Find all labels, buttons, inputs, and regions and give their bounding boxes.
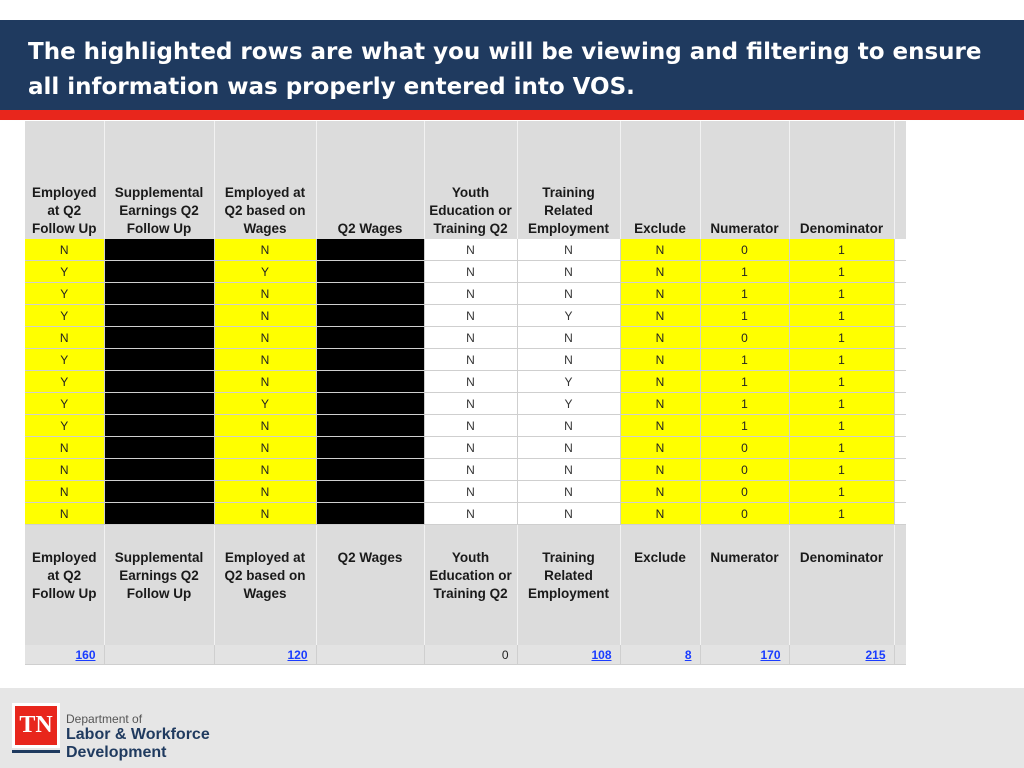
redacted-cell (316, 283, 424, 305)
table-cell: N (25, 503, 104, 525)
table-cell: 1 (789, 393, 894, 415)
table-cell: N (620, 503, 700, 525)
table-cell: N (620, 415, 700, 437)
redacted-cell (104, 459, 214, 481)
table-cell: 1 (700, 305, 789, 327)
table-cell: N (517, 481, 620, 503)
table-cell: Y (517, 393, 620, 415)
total-q2-wages (316, 645, 424, 665)
table-cell: 1 (700, 371, 789, 393)
table-cell: N (620, 437, 700, 459)
col-header-denominator[interactable]: Denominator (789, 121, 894, 239)
col-header-spacer (894, 121, 906, 239)
table-cell: N (424, 415, 517, 437)
redacted-cell (104, 261, 214, 283)
table-row (25, 327, 906, 349)
table-cell: 1 (789, 437, 894, 459)
table-cell: N (214, 503, 316, 525)
table-row (25, 437, 906, 459)
table-row (25, 283, 906, 305)
table-cell: 0 (700, 503, 789, 525)
table-cell: N (25, 327, 104, 349)
table-cell: N (214, 327, 316, 349)
total-link[interactable]: 108 (591, 647, 612, 662)
table-cell: 1 (789, 261, 894, 283)
col-header-numerator[interactable]: Numerator (700, 121, 789, 239)
total-exclude[interactable] (620, 645, 700, 665)
redacted-cell (316, 393, 424, 415)
table-cell: N (214, 481, 316, 503)
table-cell: N (214, 437, 316, 459)
table-cell: Y (25, 415, 104, 437)
row-spacer (894, 349, 906, 371)
table-cell: 0 (700, 459, 789, 481)
redacted-cell (104, 349, 214, 371)
col-header-supplemental-earnings[interactable]: Supplemental Earnings Q2 Follow Up (104, 121, 214, 239)
table-cell: N (517, 327, 620, 349)
table-cell: Y (214, 393, 316, 415)
table-cell: 1 (700, 415, 789, 437)
table-cell: N (214, 305, 316, 327)
table-cell: N (620, 239, 700, 261)
table-cell: N (620, 393, 700, 415)
table-cell: N (214, 349, 316, 371)
table-cell: N (620, 481, 700, 503)
table-row (25, 261, 906, 283)
table-cell: 1 (789, 459, 894, 481)
redacted-cell (316, 437, 424, 459)
table-row (25, 459, 906, 481)
table-cell: N (517, 261, 620, 283)
redacted-cell (316, 459, 424, 481)
redacted-cell (316, 305, 424, 327)
col-footer-employed-wages[interactable]: Employed at Q2 based on Wages (214, 525, 316, 646)
col-footer-numerator[interactable]: Numerator (700, 525, 789, 646)
col-footer-exclude[interactable]: Exclude (620, 525, 700, 646)
total-employed-wages[interactable] (214, 645, 316, 665)
table-row (25, 393, 906, 415)
table-cell: N (424, 239, 517, 261)
table-cell: 1 (700, 283, 789, 305)
table-cell: N (517, 459, 620, 481)
dept-name-main (66, 726, 210, 762)
table-cell: 1 (789, 415, 894, 437)
table-row (25, 415, 906, 437)
table-cell: Y (25, 349, 104, 371)
table-cell: 0 (700, 239, 789, 261)
header-row-top (25, 121, 906, 239)
row-spacer (894, 239, 906, 261)
col-footer-q2-wages[interactable]: Q2 Wages (316, 525, 424, 646)
total-training-related[interactable] (517, 645, 620, 665)
total-employed-q2[interactable] (25, 645, 104, 665)
total-link[interactable]: 8 (684, 647, 692, 662)
table-cell: 1 (700, 349, 789, 371)
total-spacer (894, 645, 906, 665)
table-cell: N (517, 503, 620, 525)
dept-name-line2: Labor & Workforce (66, 726, 210, 743)
total-link[interactable]: 160 (75, 647, 96, 662)
total-supplemental-earnings (104, 645, 214, 665)
table-cell: N (424, 349, 517, 371)
table-cell: N (620, 349, 700, 371)
table-cell: N (214, 283, 316, 305)
table-cell: 1 (789, 503, 894, 525)
table-cell: 1 (789, 239, 894, 261)
redacted-cell (316, 503, 424, 525)
col-header-exclude[interactable]: Exclude (620, 121, 700, 239)
table-row (25, 239, 906, 261)
table-cell: 1 (789, 371, 894, 393)
table-cell: N (424, 261, 517, 283)
table-cell: 1 (789, 305, 894, 327)
table-cell: Y (517, 305, 620, 327)
row-spacer (894, 327, 906, 349)
accent-stripe (0, 110, 1024, 120)
row-spacer (894, 437, 906, 459)
table-cell: N (424, 283, 517, 305)
col-footer-spacer (894, 525, 906, 646)
redacted-cell (104, 283, 214, 305)
col-footer-youth-education[interactable]: Youth Education or Training Q2 (424, 525, 517, 646)
table-cell: 1 (789, 481, 894, 503)
logo-underline (12, 750, 60, 753)
table-cell: N (620, 371, 700, 393)
total-numerator[interactable] (700, 645, 789, 665)
table-cell: 1 (700, 261, 789, 283)
table-row (25, 503, 906, 525)
table-cell: 1 (700, 393, 789, 415)
table-cell: N (214, 239, 316, 261)
footer-bar (0, 688, 1024, 768)
redacted-cell (316, 481, 424, 503)
dept-name-line3: Development (66, 744, 167, 761)
table-cell: N (214, 415, 316, 437)
table-cell: N (620, 327, 700, 349)
table-row (25, 349, 906, 371)
report-table (25, 121, 906, 665)
table-cell: N (517, 349, 620, 371)
totals-row (25, 645, 906, 665)
col-header-employed-q2[interactable]: Employed at Q2 Follow Up (25, 121, 104, 239)
table-cell: N (517, 437, 620, 459)
table-cell: 1 (789, 349, 894, 371)
col-footer-supplemental-earnings[interactable]: Supplemental Earnings Q2 Follow Up (104, 525, 214, 646)
col-footer-training-related[interactable]: Training Related Employment (517, 525, 620, 646)
redacted-cell (104, 437, 214, 459)
table-cell: 0 (700, 481, 789, 503)
redacted-cell (316, 261, 424, 283)
total-denominator[interactable] (789, 645, 894, 665)
total-youth-education: 0 (424, 645, 517, 665)
table-cell: N (25, 239, 104, 261)
redacted-cell (316, 349, 424, 371)
row-spacer (894, 393, 906, 415)
table-cell: Y (25, 393, 104, 415)
total-link[interactable]: 120 (287, 647, 308, 662)
table-cell: N (517, 415, 620, 437)
dept-name-line1: Department of (66, 712, 143, 726)
table-cell: N (424, 481, 517, 503)
table-row (25, 481, 906, 503)
table-cell: N (620, 305, 700, 327)
table-cell: Y (25, 371, 104, 393)
table-cell: N (424, 393, 517, 415)
col-header-youth-education[interactable]: Youth Education or Training Q2 (424, 121, 517, 239)
table-cell: N (25, 481, 104, 503)
row-spacer (894, 261, 906, 283)
table-cell: N (517, 283, 620, 305)
col-header-training-related[interactable]: Training Related Employment (517, 121, 620, 239)
table-cell: N (424, 503, 517, 525)
total-link[interactable]: 215 (865, 647, 886, 662)
table-cell: N (25, 437, 104, 459)
row-spacer (894, 481, 906, 503)
redacted-cell (316, 327, 424, 349)
report-table-container (25, 121, 906, 664)
table-cell: N (424, 327, 517, 349)
table-cell: N (620, 459, 700, 481)
table-cell: 1 (789, 283, 894, 305)
table-row (25, 305, 906, 327)
table-cell: N (620, 261, 700, 283)
row-spacer (894, 305, 906, 327)
table-cell: N (517, 239, 620, 261)
redacted-cell (104, 371, 214, 393)
table-row (25, 371, 906, 393)
row-spacer (894, 503, 906, 525)
col-footer-denominator[interactable]: Denominator (789, 525, 894, 646)
redacted-cell (316, 371, 424, 393)
row-spacer (894, 415, 906, 437)
row-spacer (894, 371, 906, 393)
row-spacer (894, 283, 906, 305)
table-cell: Y (214, 261, 316, 283)
col-header-q2-wages[interactable]: Q2 Wages (316, 121, 424, 239)
col-header-employed-wages[interactable]: Employed at Q2 based on Wages (214, 121, 316, 239)
redacted-cell (104, 481, 214, 503)
table-cell: N (424, 437, 517, 459)
slide-title: The highlighted rows are what you will be viewing and filtering to ensure all information was properly entered into VOS. (28, 39, 982, 100)
redacted-cell (316, 239, 424, 261)
col-footer-employed-q2[interactable]: Employed at Q2 Follow Up (25, 525, 104, 646)
table-cell: Y (25, 261, 104, 283)
tn-logo: TN (12, 703, 60, 748)
table-cell: N (620, 283, 700, 305)
table-body (25, 239, 906, 525)
table-cell: N (25, 459, 104, 481)
table-cell: N (214, 459, 316, 481)
redacted-cell (104, 327, 214, 349)
table-cell: 0 (700, 327, 789, 349)
table-cell: Y (517, 371, 620, 393)
title-banner (0, 20, 1024, 110)
table-cell: N (424, 305, 517, 327)
row-spacer (894, 459, 906, 481)
header-row-bottom (25, 525, 906, 646)
redacted-cell (316, 415, 424, 437)
redacted-cell (104, 503, 214, 525)
table-cell: N (424, 459, 517, 481)
table-cell: 1 (789, 327, 894, 349)
redacted-cell (104, 415, 214, 437)
table-cell: N (214, 371, 316, 393)
table-cell: Y (25, 283, 104, 305)
redacted-cell (104, 393, 214, 415)
table-cell: Y (25, 305, 104, 327)
redacted-cell (104, 239, 214, 261)
total-link[interactable]: 170 (760, 647, 781, 662)
redacted-cell (104, 305, 214, 327)
table-cell: 0 (700, 437, 789, 459)
table-cell: N (424, 371, 517, 393)
